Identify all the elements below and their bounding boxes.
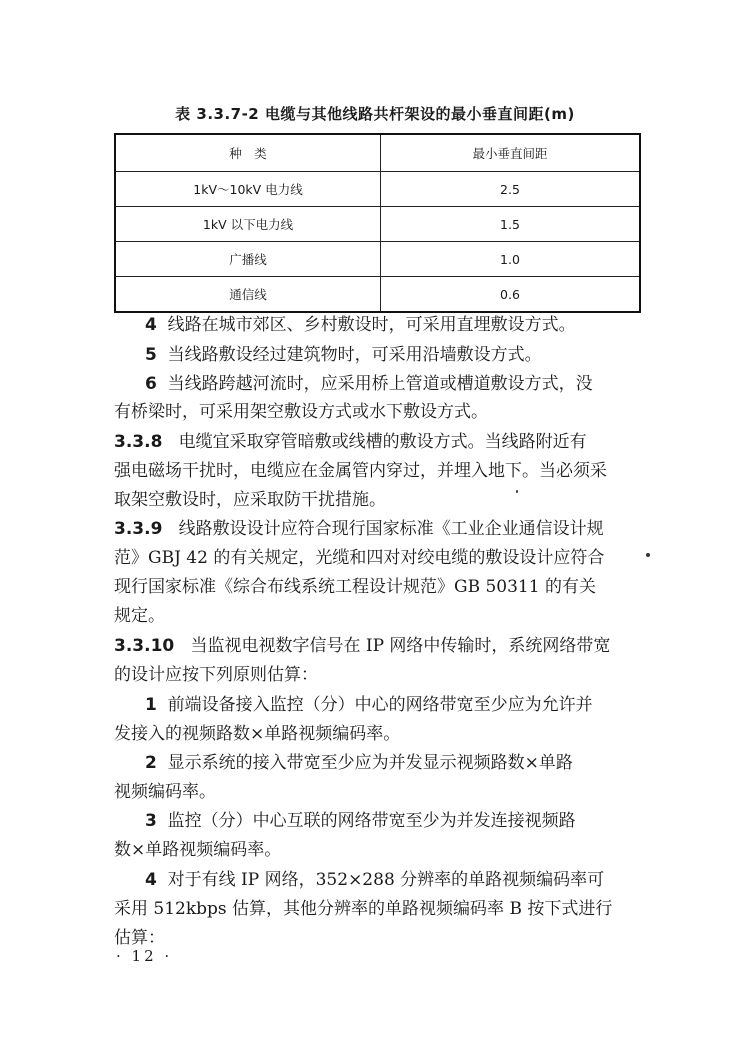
- item-number: 6: [145, 374, 157, 394]
- item-number: 4: [145, 315, 157, 335]
- item-number: 5: [145, 345, 157, 365]
- item-4: [145, 312, 576, 338]
- table-header-row: [115, 134, 640, 172]
- item-6-line1: [145, 371, 593, 397]
- item-text: 当线路跨越河流时，应采用桥上管道或槽道敷设方式，没: [167, 374, 593, 394]
- principle-4-line3: 估算：: [114, 928, 165, 948]
- principle-1-line2: 发接入的视频路数×单路视频编码率。: [114, 724, 401, 744]
- item-text: 显示系统的接入带宽至少应为并发显示视频路数×单路: [167, 753, 573, 773]
- item-text: 当线路敷设经过建筑物时，可采用沿墙敷设方式。: [167, 345, 542, 365]
- section-3-3-8-line1: [114, 429, 587, 455]
- cell-distance: 0.6: [381, 277, 641, 313]
- principle-2-line1: [145, 750, 573, 776]
- cell-type: 广播线: [115, 242, 381, 277]
- cell-type: 通信线: [115, 277, 381, 313]
- item-6-line2: 有桥梁时，可采用架空敷设方式或水下敷设方式。: [114, 402, 488, 422]
- cell-type: 1kV～10kV 电力线: [115, 172, 381, 207]
- scan-speck: [646, 553, 650, 557]
- item-number: 1: [145, 695, 157, 715]
- table-caption: 表 3.3.7-2 电缆与其他线路共杆架设的最小垂直间距(m): [175, 105, 575, 123]
- item-text: 监控（分）中心互联的网络带宽至少为并发连接视频路: [167, 811, 576, 831]
- section-3-3-10-line2: 的设计应按下列原则估算：: [114, 665, 318, 685]
- scan-speck: [516, 490, 518, 493]
- principle-3-line1: [145, 808, 576, 834]
- principle-4-line1: [145, 867, 604, 893]
- principle-1-line1: [145, 692, 593, 718]
- table-row: [115, 242, 640, 277]
- section-3-3-10-line1: [114, 633, 610, 659]
- section-3-3-8-line3: 取架空敷设时，应采取防干扰措施。: [114, 490, 386, 510]
- cell-distance: 2.5: [381, 172, 641, 207]
- section-3-3-9-line1: [114, 516, 604, 542]
- table-row: [115, 207, 640, 242]
- principle-2-line2: 视频编码率。: [114, 782, 216, 802]
- cell-distance: 1.5: [381, 207, 641, 242]
- page-number: · 12 ·: [116, 947, 173, 965]
- cell-type: 1kV 以下电力线: [115, 207, 381, 242]
- section-number: 3.3.10: [114, 636, 175, 656]
- section-number: 3.3.8: [114, 432, 163, 452]
- section-3-3-9-line4: 规定。: [114, 606, 165, 626]
- section-text: 电缆宜采取穿管暗敷或线槽的敷设方式。当线路附近有: [178, 432, 587, 452]
- header-distance: 最小垂直间距: [381, 134, 641, 172]
- section-3-3-9-line3: 现行国家标准《综合布线系统工程设计规范》GB 50311 的有关: [114, 577, 596, 597]
- section-text: 当监视电视数字信号在 IP 网络中传输时，系统网络带宽: [190, 636, 611, 656]
- section-text: 线路敷设设计应符合现行国家标准《工业企业通信设计规: [178, 519, 604, 539]
- principle-4-line2: 采用 512kbps 估算，其他分辨率的单路视频编码率 B 按下式进行: [114, 899, 613, 919]
- spacing-table: [114, 133, 641, 313]
- item-number: 3: [145, 811, 157, 831]
- item-5: [145, 342, 542, 368]
- table-row: [115, 277, 640, 313]
- section-3-3-8-line2: 强电磁场干扰时，电缆应在金属管内穿过，并埋入地下。当必须采: [114, 461, 607, 481]
- section-3-3-9-line2: 范》GBJ 42 的有关规定，光缆和四对对绞电缆的敷设设计应符合: [114, 548, 605, 568]
- cell-distance: 1.0: [381, 242, 641, 277]
- item-text: 对于有线 IP 网络，352×288 分辨率的单路视频编码率可: [167, 870, 605, 890]
- table-row: [115, 172, 640, 207]
- section-number: 3.3.9: [114, 519, 163, 539]
- header-type: 种 类: [115, 134, 381, 172]
- item-text: 前端设备接入监控（分）中心的网络带宽至少应为允许并: [167, 695, 593, 715]
- item-text: 线路在城市郊区、乡村敷设时，可采用直埋敷设方式。: [167, 315, 576, 335]
- item-number: 2: [145, 753, 157, 773]
- principle-3-line2: 数×单路视频编码率。: [114, 840, 282, 860]
- item-number: 4: [145, 870, 157, 890]
